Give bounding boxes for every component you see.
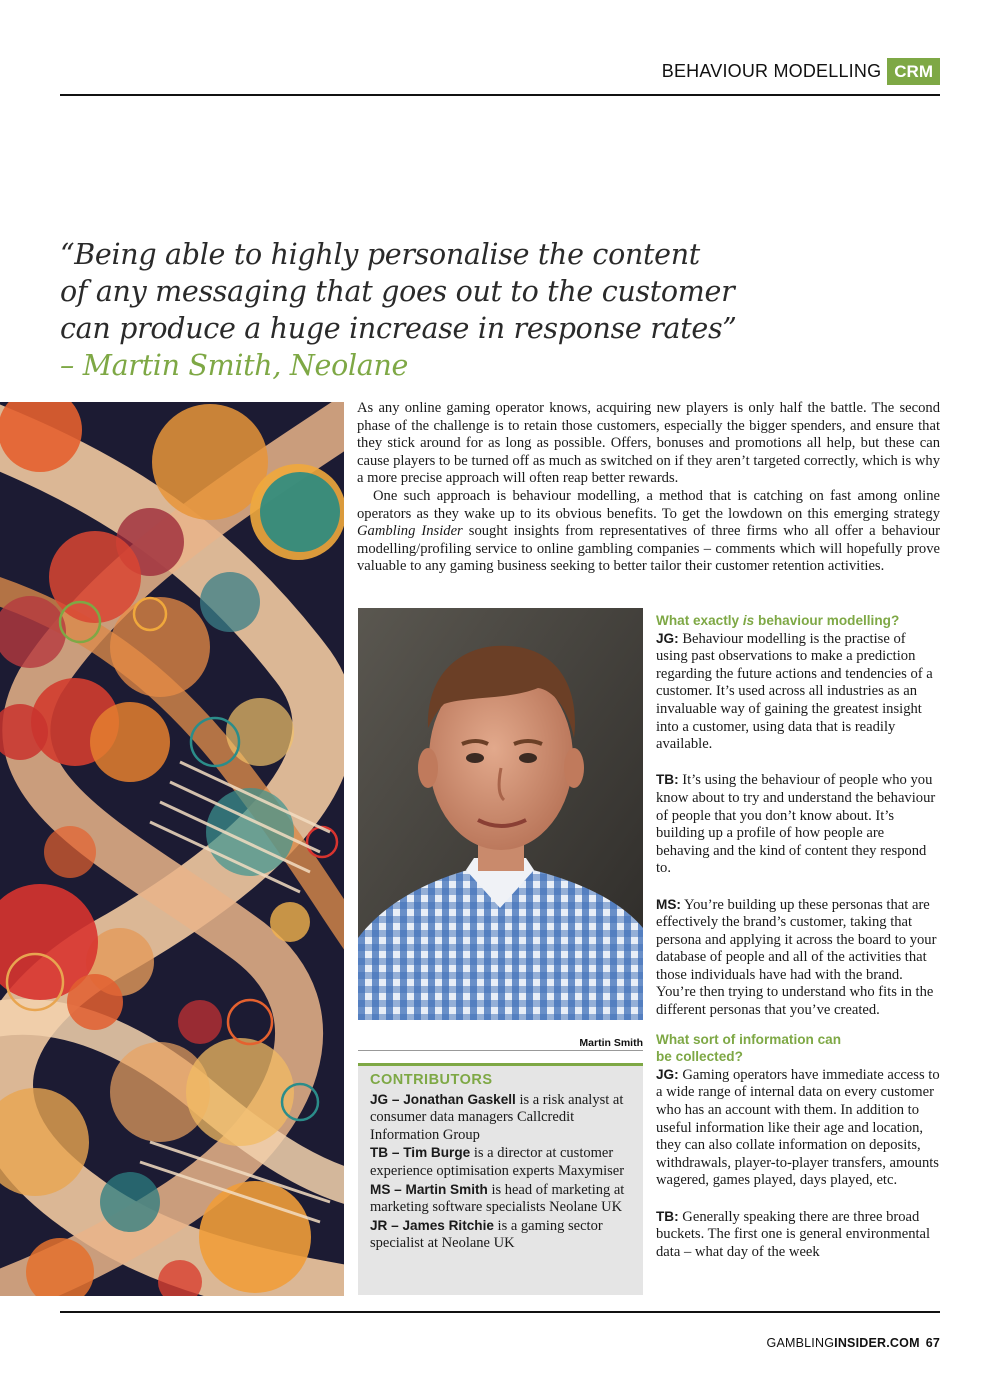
- footer-brand-light: GAMBLING: [766, 1336, 835, 1350]
- speaker-label: TB:: [656, 1208, 679, 1224]
- contributors-box: [358, 1063, 643, 1295]
- contributor-description: is a director at customer experience optimisation experts Maxymiser: [370, 1145, 625, 1179]
- bottom-rule: [60, 1311, 940, 1313]
- speaker-label: JG:: [656, 630, 679, 646]
- question-text: What sort of information can: [656, 1031, 842, 1047]
- contributors-title: CONTRIBUTORS: [370, 1072, 493, 1088]
- contributor-entry: [370, 1144, 631, 1180]
- speaker-label: MS:: [656, 896, 681, 912]
- pull-quote: [60, 236, 820, 384]
- contributor-description: is a risk analyst at consumer data managers Callcredit Information Group: [370, 1091, 624, 1143]
- question-heading: [656, 612, 940, 630]
- answer-text: Generally speaking there are three broad buckets. The first one is general environmental data – what day of the week: [656, 1208, 931, 1260]
- intro-paragraph: As any online gaming operator knows, acquiring new players is only half the battle. The second phase of the challenge is to retain those customers, especially the bigger spenders, and ensure that they stick around for as long as possible. Offers, bonuses and promotions all help, but these can cause players to be turned off as much as switched on if they aren’t targeted correctly, which is why a more precise approach will often reap better rewards.: [357, 400, 940, 487]
- speaker-label: JG:: [656, 1066, 679, 1082]
- section-badge: CRM: [887, 58, 940, 85]
- intro-text-segment: One such approach is behaviour modelling, a method that is catching on fast among online operators as they wake up to its obvious benefits. To get the lowdown on this emerging strategy: [357, 487, 940, 522]
- question-text: behaviour modelling?: [754, 613, 900, 628]
- answer-paragraph: [656, 1066, 940, 1190]
- abstract-artwork: [0, 402, 344, 1296]
- contributor-name: MS – Martin Smith: [370, 1181, 488, 1197]
- caption-rule: [358, 1050, 643, 1051]
- portrait-photo: [358, 608, 643, 1020]
- intro-text-segment: sought insights from representatives of three firms who all offer a behaviour modelling/profiling service to online gambling companies – comments which will hopefully prove valuable to any gaming business seeking to better tailor their customer retention activities.: [357, 523, 940, 575]
- answer-text: It’s using the behaviour of people who you know about to try and understand the behaviour of people that you don’t know about. It’s building up a profile of how people are behaving and the kind of content they respond to.: [656, 772, 936, 877]
- intro-paragraph: [357, 488, 940, 576]
- pull-quote-line: “Being able to highly personalise the content: [60, 238, 700, 271]
- pull-quote-attribution: – Martin Smith, Neolane: [60, 349, 409, 382]
- answer-text: Behaviour modelling is the practise of using past observations to make a prediction regarding the future actions and tendencies of a customer. It’s used across all industries as an invaluable way of gaining the greatest insight into a customer, using data that is readily available.: [656, 630, 933, 753]
- contributor-name: TB – Tim Burge: [370, 1145, 471, 1161]
- contributor-description: is a gaming sector specialist at Neolane UK: [370, 1217, 603, 1252]
- qa-column: [656, 612, 940, 1261]
- section-header: [662, 58, 940, 85]
- answer-paragraph: [656, 1208, 940, 1262]
- question-text: What exactly: [656, 613, 743, 628]
- section-title: BEHAVIOUR MODELLING: [661, 61, 882, 81]
- intro-text: [357, 400, 940, 576]
- contributor-name: JG – Jonathan Gaskell: [370, 1091, 516, 1107]
- pull-quote-line: of any messaging that goes out to the customer: [60, 275, 735, 308]
- contributor-description: is head of marketing at marketing software specialists Neolane UK: [370, 1181, 625, 1216]
- answer-text: Gaming operators have immediate access to a wide range of internal data on every customer who has an account with them. In addition to useful information like their age and location, they can also collate information on deposits, withdrawals, player-to-player transfers, amounts wagered, games played, days played, etc.: [656, 1066, 940, 1189]
- contributor-name: JR – James Ritchie: [370, 1217, 494, 1233]
- top-rule: [60, 94, 940, 96]
- page-number: 67: [925, 1336, 940, 1350]
- contributor-entry: [370, 1217, 631, 1253]
- question-heading: [656, 1031, 940, 1066]
- pull-quote-line: can produce a huge increase in response rates”: [60, 312, 737, 345]
- page-footer: [767, 1336, 940, 1350]
- question-text: be collected?: [656, 1049, 743, 1065]
- speaker-label: TB:: [656, 772, 679, 788]
- contributor-entry: [370, 1091, 631, 1145]
- footer-brand-bold: INSIDER.COM: [834, 1336, 920, 1350]
- question-emphasis: is: [742, 613, 755, 628]
- contributor-entry: [370, 1181, 631, 1217]
- photo-caption: Martin Smith: [579, 1037, 643, 1049]
- answer-text: You’re building up these personas that are effectively the brand’s customer, taking that persona and applying it across the board to your database of people and all of the activities that those individuals have had with the brand. You’re then trying to understand who fits in the different personas that you’ve created.: [656, 896, 937, 1019]
- answer-paragraph: [656, 896, 940, 1020]
- answer-paragraph: [656, 630, 940, 754]
- answer-paragraph: [656, 771, 940, 878]
- publication-name: Gambling Insider: [357, 523, 463, 540]
